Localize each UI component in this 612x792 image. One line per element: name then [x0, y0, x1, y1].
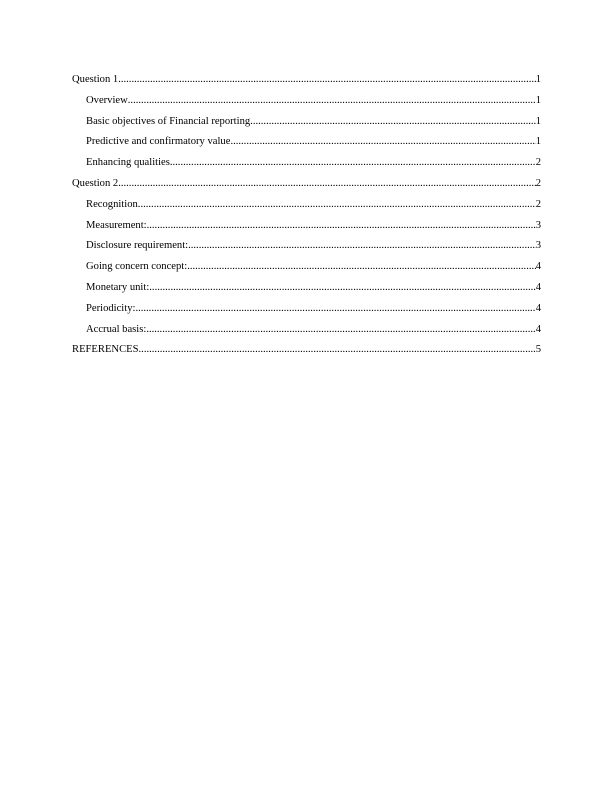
toc-entry-overview[interactable] [72, 91, 541, 112]
toc-entry-question-2[interactable] [72, 174, 541, 195]
toc-entry-going-concern[interactable] [72, 257, 541, 278]
toc-page-number: 4 [535, 323, 541, 335]
toc-dot-leader [188, 236, 536, 257]
toc-entry-title: Basic objectives of Financial reporting [86, 115, 251, 127]
table-of-contents [72, 70, 541, 361]
toc-dot-leader [135, 299, 535, 320]
toc-dot-leader [128, 91, 536, 112]
toc-dot-leader [187, 257, 536, 278]
toc-page-number: 3 [535, 240, 541, 252]
toc-entry-question-1[interactable] [72, 70, 541, 91]
toc-page-number: 1 [535, 74, 541, 85]
toc-dot-leader [170, 153, 536, 174]
toc-dot-leader [147, 216, 536, 237]
toc-entry-title: Recognition [86, 198, 138, 210]
toc-page-number: 5 [535, 344, 541, 356]
toc-entry-title: REFERENCES [72, 344, 139, 356]
toc-entry-basic-objectives[interactable] [72, 112, 541, 133]
toc-dot-leader [118, 174, 536, 195]
toc-dot-leader [146, 320, 535, 341]
toc-page-number: 1 [535, 136, 541, 148]
toc-entry-measurement[interactable] [72, 216, 541, 237]
toc-dot-leader [118, 70, 536, 91]
toc-dot-leader [138, 195, 536, 216]
toc-page-number: 4 [535, 281, 541, 293]
toc-page-number: 2 [535, 198, 541, 210]
toc-entry-title: Disclosure requirement: [86, 240, 189, 252]
toc-entry-title: Accrual basis: [86, 323, 147, 335]
toc-dot-leader [139, 340, 536, 361]
toc-page-number: 1 [535, 94, 541, 106]
toc-entry-periodicity[interactable] [72, 299, 541, 320]
toc-entry-title: Question 1 [72, 74, 119, 85]
toc-page-number: 4 [535, 261, 541, 273]
toc-page-number: 2 [535, 177, 541, 189]
toc-entry-title: Measurement: [86, 219, 147, 231]
toc-entry-title: Question 2 [72, 177, 119, 189]
toc-dot-leader [149, 278, 535, 299]
toc-entry-predictive-confirmatory[interactable] [72, 132, 541, 153]
toc-page-number: 4 [535, 302, 541, 314]
toc-entry-references[interactable] [72, 340, 541, 361]
toc-entry-title: Overview [86, 94, 128, 106]
toc-page-number: 2 [535, 157, 541, 169]
toc-page-number: 3 [535, 219, 541, 231]
toc-entry-title: Enhancing qualities [86, 157, 170, 169]
toc-entry-recognition[interactable] [72, 195, 541, 216]
toc-dot-leader [230, 132, 535, 153]
toc-entry-enhancing-qualities[interactable] [72, 153, 541, 174]
toc-entry-title: Monetary unit: [86, 281, 150, 293]
toc-entry-monetary-unit[interactable] [72, 278, 541, 299]
toc-page-number: 1 [535, 115, 541, 127]
toc-entry-disclosure-requirement[interactable] [72, 236, 541, 257]
toc-entry-title: Periodicity: [86, 302, 136, 314]
toc-entry-accrual-basis[interactable] [72, 320, 541, 341]
toc-dot-leader [250, 112, 536, 133]
toc-entry-title: Going concern concept: [86, 261, 188, 273]
toc-entry-title: Predictive and confirmatory value [86, 136, 231, 148]
